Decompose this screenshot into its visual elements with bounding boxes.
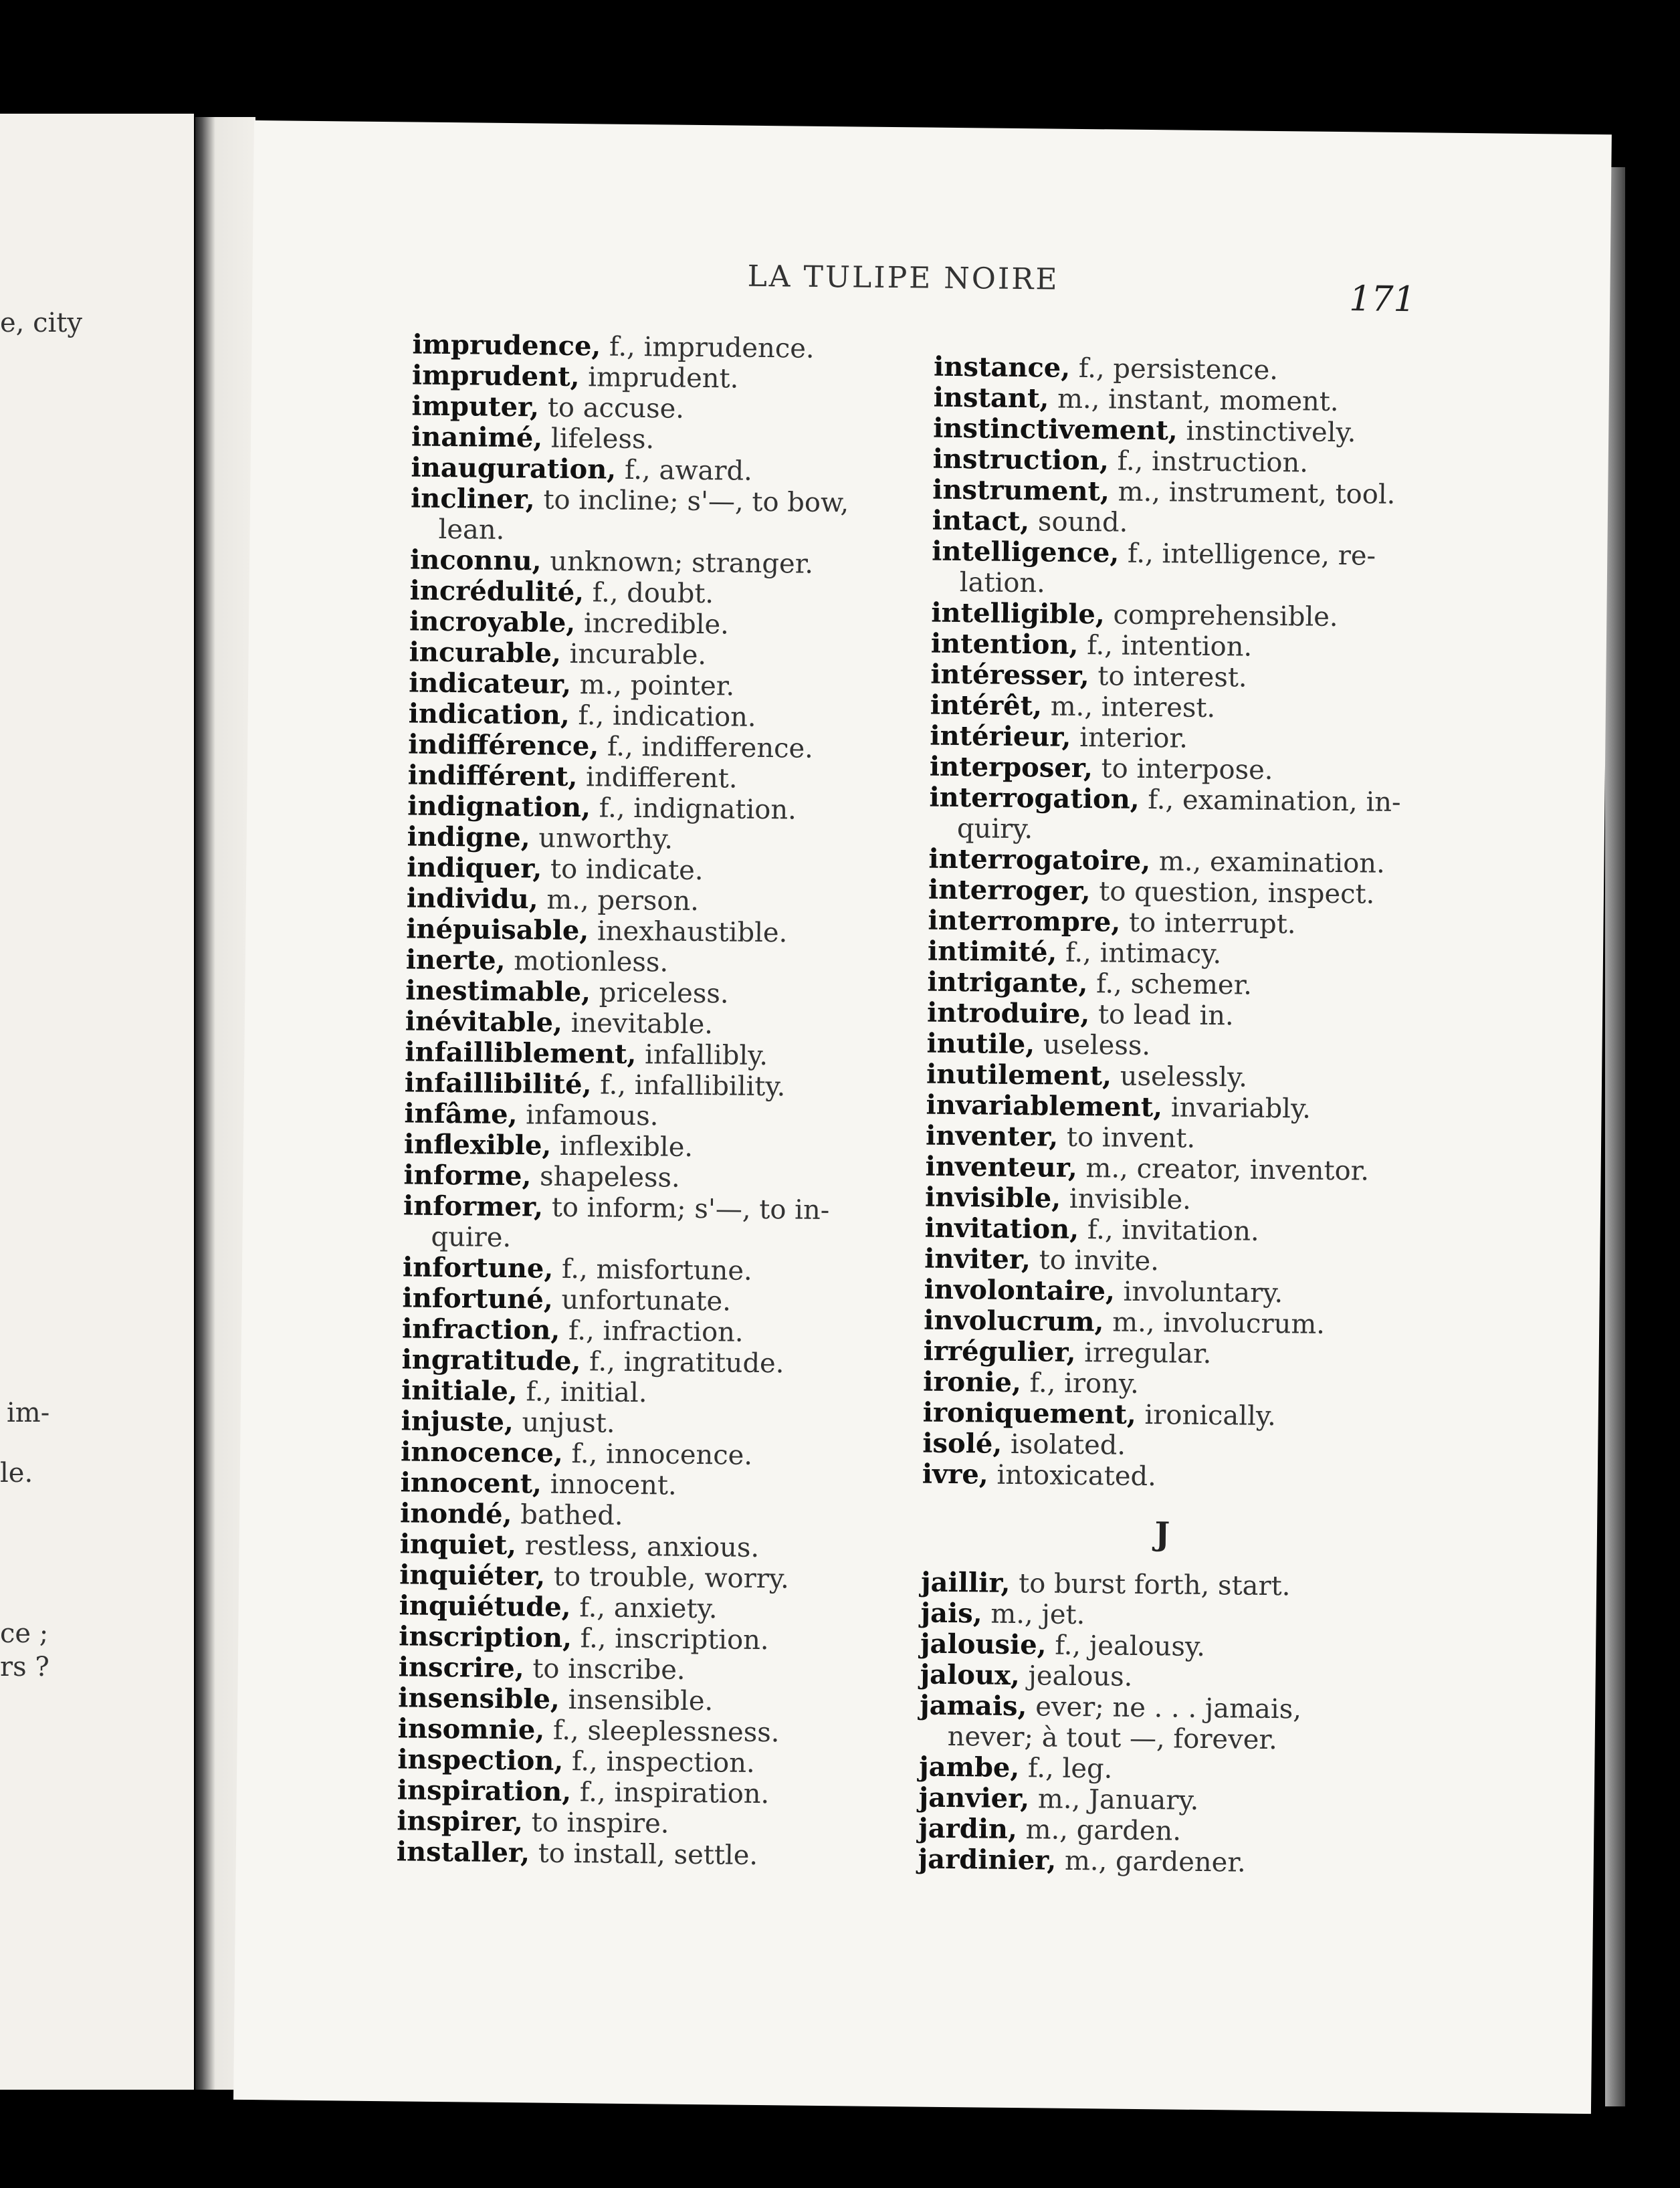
definition: f., intimacy. — [1057, 937, 1222, 970]
headword: incliner, — [410, 482, 535, 516]
headword: incroyable, — [409, 605, 576, 639]
headword: installer, — [396, 1836, 530, 1869]
page-number: 171 — [1348, 279, 1416, 320]
dictionary-page — [233, 120, 1612, 2114]
headword: involucrum, — [924, 1304, 1104, 1338]
definition: incurable. — [560, 638, 707, 671]
definition: f., innocence. — [562, 1438, 753, 1471]
definition: to interest. — [1089, 661, 1247, 693]
headword: inscrire, — [398, 1651, 524, 1684]
headword: instinctivement, — [932, 412, 1178, 447]
entry-continuation: quire. — [431, 1221, 512, 1254]
definition: inevitable. — [562, 1007, 714, 1041]
headword: jambe, — [919, 1751, 1020, 1784]
entry-continuation: quiry. — [956, 813, 1033, 845]
definition: to lead in. — [1089, 999, 1234, 1032]
headword: intrigante, — [927, 966, 1088, 1000]
definition: f., schemer. — [1087, 968, 1253, 1001]
headword: introduire, — [926, 996, 1090, 1030]
definition: f., misfortune. — [553, 1253, 753, 1287]
definition: inexhaustible. — [589, 915, 788, 949]
headword: inanimé, — [411, 421, 543, 454]
dictionary-entry — [918, 1844, 1400, 1880]
definition: invariably. — [1162, 1092, 1311, 1125]
definition: f., infallibility. — [591, 1069, 786, 1103]
headword: indication, — [408, 697, 570, 731]
headword: ironiquement, — [922, 1396, 1137, 1430]
headword: imputer, — [411, 390, 540, 423]
definition: to invent. — [1057, 1121, 1196, 1154]
headword: imprudence, — [412, 328, 601, 362]
headword: inauguration, — [411, 451, 617, 485]
headword: inévitable, — [405, 1005, 563, 1038]
headword: jaloux, — [920, 1658, 1021, 1692]
headword: imprudent, — [411, 359, 580, 393]
definition: invisible. — [1060, 1183, 1192, 1216]
definition: f., doubt. — [583, 577, 714, 610]
right-column — [918, 352, 1416, 1880]
definition: infamous. — [517, 1099, 659, 1132]
headword: infraction, — [401, 1313, 560, 1346]
dictionary-entry — [922, 1459, 1404, 1495]
definition: interior. — [1071, 722, 1188, 754]
headword: intelligible, — [931, 596, 1106, 631]
prev-page-fragment: le. — [0, 1458, 33, 1489]
headword: intact, — [932, 504, 1030, 538]
definition: to inform; s'—, to in- — [542, 1192, 830, 1226]
dictionary-entry — [411, 483, 892, 519]
definition: f., ingratitude. — [581, 1346, 784, 1380]
definition: m., involucrum. — [1104, 1307, 1326, 1340]
definition: f., inspection. — [563, 1745, 755, 1779]
headword: inflexible, — [403, 1128, 552, 1162]
definition: unworthy. — [530, 823, 673, 855]
headword: intéresser, — [930, 658, 1089, 692]
definition: to inspire. — [522, 1807, 669, 1840]
headword: inestimable, — [405, 974, 591, 1008]
definition: f., infraction. — [560, 1315, 744, 1348]
definition: to interrupt. — [1120, 907, 1296, 940]
running-title: LA TULIPE NOIRE — [747, 259, 1059, 297]
headword: informe, — [403, 1159, 532, 1192]
headword: injuste, — [401, 1405, 514, 1438]
definition: to trouble, worry. — [544, 1561, 790, 1595]
definition: m., interest. — [1041, 691, 1216, 724]
prev-page-fragment: im- — [7, 1398, 50, 1428]
headword: inépuisable, — [406, 913, 589, 947]
dictionary-entry — [403, 1190, 885, 1226]
definition: shapeless. — [531, 1161, 681, 1194]
definition: unknown; stranger. — [541, 546, 814, 580]
headword: inquiéter, — [399, 1559, 546, 1592]
headword: intimité, — [927, 935, 1057, 968]
headword: interposer, — [929, 750, 1093, 784]
definition: f., instruction. — [1108, 445, 1309, 479]
left-column — [397, 329, 894, 1872]
headword: inondé, — [399, 1497, 512, 1531]
definition: motionless. — [505, 946, 669, 978]
headword: indifférence, — [407, 728, 599, 762]
prev-page-fragment: e, city — [0, 308, 82, 338]
definition: intoxicated. — [988, 1459, 1157, 1493]
section-letter: J — [1154, 1515, 1170, 1553]
headword: inspection, — [397, 1743, 564, 1777]
definition: m., January. — [1029, 1783, 1199, 1816]
definition: incredible. — [575, 608, 730, 641]
headword: ivre, — [922, 1458, 988, 1491]
headword: infaillibilité, — [404, 1067, 592, 1101]
definition: restless, anxious. — [516, 1530, 760, 1564]
headword: inconnu, — [409, 544, 542, 577]
definition: f., leg. — [1019, 1753, 1113, 1785]
headword: jaillir, — [920, 1566, 1011, 1599]
headword: individu, — [406, 882, 538, 915]
definition: imprudent. — [579, 362, 739, 395]
headword: informer, — [403, 1190, 544, 1223]
definition: f., intelligence, re- — [1119, 538, 1376, 572]
headword: irrégulier, — [923, 1335, 1076, 1368]
headword: inspiration, — [397, 1774, 572, 1808]
dictionary-entry — [920, 1690, 1401, 1727]
headword: infortuné, — [402, 1282, 554, 1315]
headword: intérieur, — [930, 720, 1071, 753]
previous-page — [0, 114, 194, 2090]
headword: infailliblement, — [405, 1036, 637, 1071]
definition: f., inspiration. — [570, 1777, 770, 1810]
headword: involontaire, — [924, 1273, 1116, 1307]
headword: inutilement, — [926, 1058, 1112, 1092]
dictionary-entry — [929, 782, 1410, 818]
headword: indifférent, — [407, 759, 578, 793]
definition: f., intention. — [1078, 629, 1253, 663]
headword: inventer, — [925, 1119, 1059, 1153]
headword: infortune, — [402, 1251, 554, 1285]
definition: to burst forth, start. — [1010, 1567, 1291, 1602]
headword: inspirer, — [397, 1805, 524, 1838]
headword: inquiétude, — [399, 1590, 571, 1624]
definition: f., persistence. — [1069, 352, 1279, 387]
definition: f., imprudence. — [601, 331, 815, 364]
definition: m., gardener. — [1056, 1845, 1247, 1878]
definition: comprehensible. — [1104, 599, 1338, 633]
definition: f., inscription. — [571, 1623, 769, 1656]
headword: interroger, — [928, 873, 1091, 907]
definition: f., indifference. — [599, 731, 814, 764]
headword: jamais, — [919, 1689, 1027, 1723]
definition: unjust. — [513, 1407, 615, 1439]
headword: incrédulité, — [409, 574, 585, 609]
definition: f., award. — [616, 454, 753, 487]
definition: isolated. — [1002, 1428, 1126, 1461]
headword: inerte, — [405, 944, 506, 976]
definition: m., instant, moment. — [1049, 383, 1339, 418]
definition: uselessly. — [1111, 1061, 1248, 1093]
headword: jardinier, — [918, 1843, 1057, 1876]
headword: invisible, — [924, 1181, 1061, 1214]
dictionary-entry — [397, 1836, 878, 1872]
headword: indicateur, — [408, 667, 572, 701]
headword: intelligence, — [932, 535, 1120, 569]
definition: sound. — [1029, 506, 1128, 538]
headword: interrogation, — [929, 781, 1140, 815]
definition: insensible. — [559, 1684, 714, 1717]
definition: inflexible. — [551, 1130, 694, 1163]
headword: inscription, — [399, 1620, 572, 1654]
headword: instant, — [933, 381, 1049, 415]
definition: f., indignation. — [590, 792, 797, 826]
headword: instruction, — [932, 443, 1110, 477]
definition: lifeless. — [542, 423, 655, 455]
definition: to install, settle. — [529, 1838, 758, 1872]
definition: useless. — [1034, 1029, 1151, 1062]
definition: f., initial. — [517, 1376, 647, 1409]
definition: f., irony. — [1021, 1368, 1140, 1400]
definition: to incline; s'—, to bow, — [534, 484, 849, 519]
headword: indigne, — [407, 820, 530, 854]
headword: invariablement, — [926, 1089, 1163, 1123]
definition: involuntary. — [1114, 1276, 1283, 1309]
definition: unfortunate. — [552, 1284, 732, 1317]
definition: f., sleeplessness. — [544, 1715, 780, 1749]
headword: interrompre, — [928, 904, 1121, 938]
headword: isolé, — [922, 1427, 1003, 1460]
headword: invitation, — [924, 1212, 1079, 1246]
definition: m., examination. — [1150, 846, 1386, 879]
definition: instinctively. — [1177, 415, 1356, 449]
definition: to inscribe. — [524, 1653, 686, 1686]
definition: m., garden. — [1017, 1814, 1182, 1847]
definition: to indicate. — [542, 853, 704, 887]
definition: f., anxiety. — [570, 1592, 718, 1625]
headword: interrogatoire, — [928, 843, 1151, 877]
definition: m., instrument, tool. — [1109, 476, 1396, 510]
headword: initiale, — [401, 1374, 518, 1408]
headword: inquiet, — [399, 1528, 517, 1561]
entry-continuation: lean. — [438, 514, 505, 546]
headword: indignation, — [407, 790, 591, 824]
definition: innocent. — [541, 1468, 677, 1501]
entry-continuation: lation. — [959, 567, 1046, 599]
definition: irregular. — [1075, 1337, 1212, 1370]
definition: m., creator, inventor. — [1077, 1152, 1370, 1187]
definition: f., jealousy. — [1046, 1630, 1206, 1663]
definition: m., pointer. — [570, 669, 735, 702]
headword: innocence, — [400, 1436, 564, 1469]
definition: to interpose. — [1092, 753, 1273, 786]
definition: priceless. — [590, 977, 729, 1010]
definition: f., indication. — [569, 699, 756, 733]
headword: incurable, — [409, 636, 562, 669]
definition: infallibly. — [636, 1039, 768, 1072]
headword: inviter, — [924, 1242, 1031, 1276]
prev-page-fragment: ce ; — [0, 1618, 49, 1649]
prev-page-fragment: rs ? — [0, 1652, 49, 1682]
headword: indiquer, — [407, 851, 542, 885]
dictionary-entry — [922, 1428, 1404, 1464]
definition: f., examination, in- — [1139, 784, 1401, 818]
definition: f., invitation. — [1078, 1214, 1259, 1247]
definition: m., person. — [538, 884, 700, 917]
definition: bathed. — [512, 1499, 623, 1531]
definition: ironically. — [1136, 1399, 1277, 1432]
headword: jais, — [920, 1597, 982, 1630]
headword: instrument, — [932, 473, 1110, 508]
definition: ever; ne . . . jamais, — [1027, 1691, 1302, 1725]
definition: jealous. — [1019, 1660, 1133, 1692]
definition: to invite. — [1030, 1244, 1160, 1277]
headword: insensible, — [398, 1682, 560, 1715]
headword: intention, — [930, 627, 1079, 661]
headword: instance, — [933, 350, 1071, 384]
headword: jardin, — [918, 1812, 1018, 1846]
definition: m., jet. — [982, 1598, 1085, 1631]
headword: ingratitude, — [401, 1343, 581, 1378]
definition: to question, inspect. — [1090, 876, 1375, 910]
headword: intérêt, — [930, 689, 1043, 722]
dictionary-entry — [932, 536, 1413, 572]
headword: jalousie, — [920, 1628, 1047, 1661]
headword: inutile, — [926, 1027, 1035, 1061]
headword: infâme, — [404, 1097, 518, 1131]
headword: inventeur, — [925, 1150, 1078, 1184]
entry-continuation: never; à tout —, forever. — [947, 1721, 1278, 1756]
headword: janvier, — [918, 1781, 1030, 1815]
headword: ironie, — [923, 1365, 1022, 1399]
headword: innocent, — [400, 1466, 542, 1500]
definition: to accuse. — [538, 392, 685, 425]
headword: insomnie, — [397, 1713, 545, 1746]
dictionary-entry — [921, 1567, 1402, 1604]
definition: indifferent. — [577, 762, 738, 794]
